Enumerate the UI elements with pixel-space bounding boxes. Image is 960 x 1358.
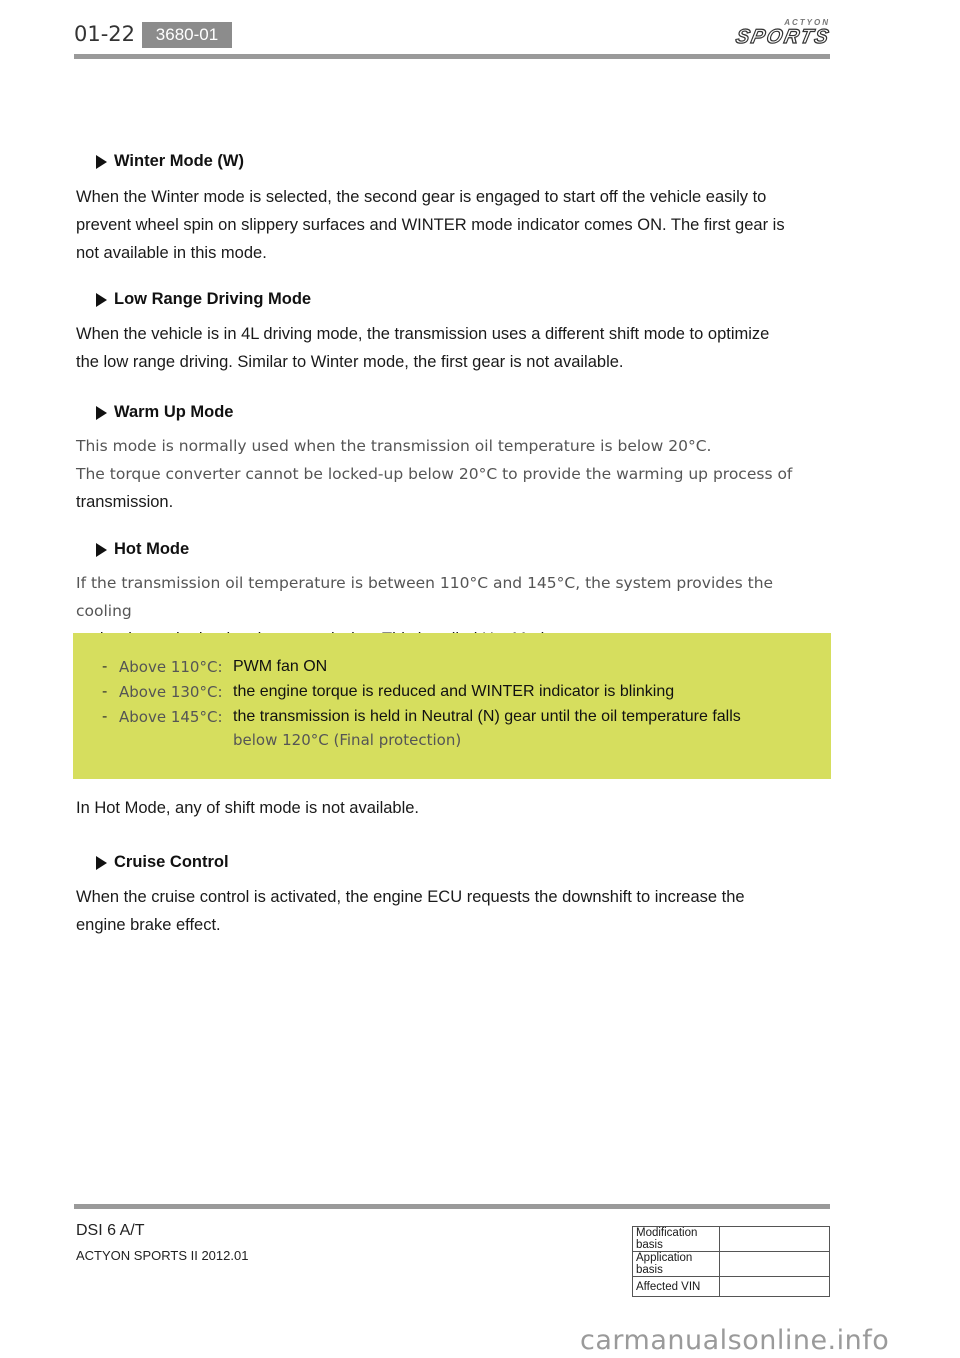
logo-small-text: ACTYON: [784, 18, 830, 27]
paragraph-line: This mode is normally used when the transmission oil temperature is below 20°C.: [76, 437, 712, 455]
paragraph-line: not available in this mode.: [76, 244, 267, 262]
warm-up-heading-text: Warm Up Mode: [114, 403, 234, 421]
low-range-paragraph: [76, 320, 821, 376]
triangle-arrow-icon: [96, 406, 107, 420]
warm-up-paragraph: [76, 432, 821, 516]
winter-mode-heading: [96, 152, 244, 171]
paragraph-line: When the Winter mode is selected, the second gear is engaged to start off the vehicle easily to: [76, 188, 767, 206]
hot-mode-heading: [96, 540, 189, 559]
paragraph-line: The torque converter cannot be locked-up below 20°C to provide the warming up process of: [76, 465, 793, 483]
condition-threshold: Above 130°C:: [119, 683, 223, 701]
footer-title: DSI 6 A/T: [76, 1222, 145, 1239]
cruise-control-paragraph: [76, 883, 821, 939]
warm-up-heading: [96, 403, 233, 422]
low-range-heading-text: Low Range Driving Mode: [114, 290, 312, 308]
low-range-heading: [96, 290, 311, 309]
condition-threshold: Above 145°C:: [119, 708, 223, 726]
paragraph-line: prevent wheel spin on slippery surfaces and WINTER mode indicator comes ON. The first gear is: [76, 216, 785, 234]
watermark: carmanualsonline.info: [580, 1325, 890, 1356]
paragraph-line: When the cruise control is activated, the engine ECU requests the downshift to increase the: [76, 888, 745, 906]
table-row: [633, 1252, 830, 1277]
condition-effect: the engine torque is reduced and WINTER indicator is blinking: [233, 683, 675, 700]
table-label: Application basis: [633, 1252, 720, 1277]
triangle-arrow-icon: [96, 293, 107, 307]
section-code-badge: 3680-01: [142, 22, 232, 48]
top-divider: [74, 54, 830, 59]
winter-mode-heading-text: Winter Mode (W): [114, 152, 244, 170]
table-label: Affected VIN: [633, 1277, 720, 1297]
hot-mode-note-box: [73, 633, 831, 779]
table-row: [633, 1227, 830, 1252]
condition-continuation: below 120°C (Final protection): [233, 731, 462, 749]
logo-main-text: SPORTS: [733, 26, 833, 48]
paragraph-line: engine brake effect.: [76, 916, 221, 934]
table-row: [633, 1277, 830, 1297]
paragraph-line: When the vehicle is in 4L driving mode, the transmission uses a different shift mode to optimize: [76, 325, 770, 343]
paragraph-line: transmission.: [76, 493, 174, 511]
table-value: [720, 1227, 830, 1252]
paragraph-line: If the transmission oil temperature is between 110°C and 145°C, the system provides the cooling: [76, 574, 774, 620]
hot-mode-heading-text: Hot Mode: [114, 540, 190, 558]
condition-dash: -: [102, 658, 108, 675]
cruise-control-heading: [96, 853, 229, 872]
winter-mode-paragraph: [76, 183, 821, 267]
table-value: [720, 1277, 830, 1297]
condition-dash: -: [102, 683, 108, 700]
condition-dash: -: [102, 708, 108, 725]
paragraph-line: the low range driving. Similar to Winter mode, the first gear is not available.: [76, 353, 624, 371]
bottom-divider: [74, 1204, 830, 1209]
table-value: [720, 1252, 830, 1277]
footer-subtitle: ACTYON SPORTS II 2012.01: [76, 1248, 249, 1263]
triangle-arrow-icon: [96, 856, 107, 870]
modification-table: [632, 1226, 830, 1297]
page-number: 01-22: [74, 22, 136, 46]
condition-threshold: Above 110°C:: [119, 658, 223, 676]
triangle-arrow-icon: [96, 543, 107, 557]
hot-mode-after-note: In Hot Mode, any of shift mode is not available.: [76, 799, 420, 817]
triangle-arrow-icon: [96, 155, 107, 169]
brand-logo: [718, 18, 833, 52]
table-label: Modification basis: [633, 1227, 720, 1252]
condition-effect: PWM fan ON: [233, 658, 328, 675]
cruise-control-heading-text: Cruise Control: [114, 853, 229, 871]
condition-effect: the transmission is held in Neutral (N) gear until the oil temperature falls: [233, 708, 741, 725]
